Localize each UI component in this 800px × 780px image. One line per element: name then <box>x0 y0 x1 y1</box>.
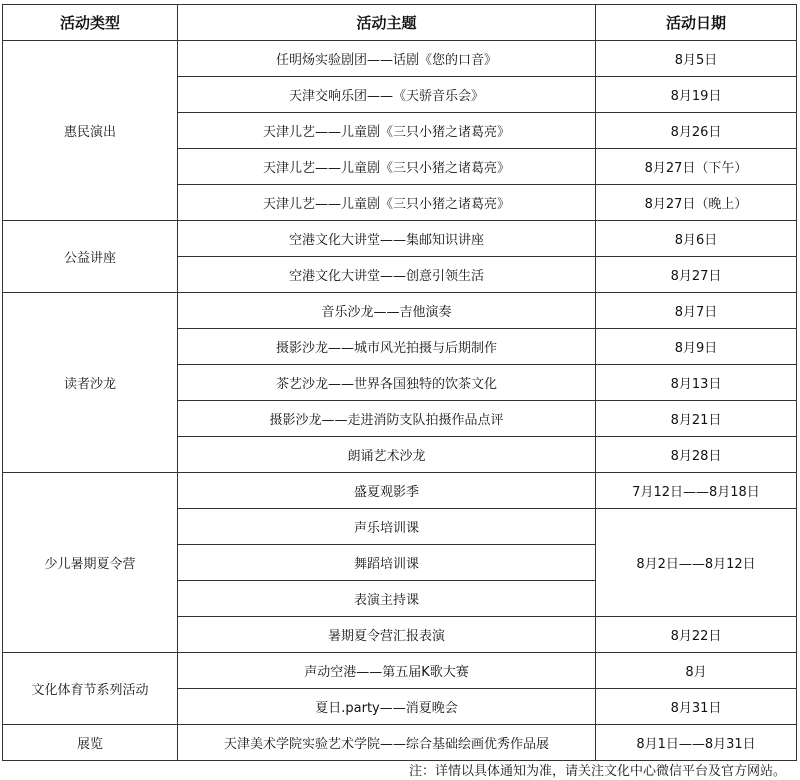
date-cell: 8月13日 <box>596 364 797 400</box>
theme-cell: 朗诵艺术沙龙 <box>178 436 596 472</box>
category-cell: 公益讲座 <box>3 220 178 292</box>
header-row <box>3 5 797 41</box>
date-cell: 8月26日 <box>596 112 797 148</box>
table-row <box>3 220 797 256</box>
date-cell: 8月21日 <box>596 400 797 436</box>
theme-cell: 舞蹈培训课 <box>178 544 596 580</box>
date-cell: 8月22日 <box>596 616 797 652</box>
category-cell: 少儿暑期夏令营 <box>3 472 178 652</box>
table-row <box>3 652 797 688</box>
date-cell: 8月 <box>596 652 797 688</box>
theme-cell: 盛夏观影季 <box>178 472 596 508</box>
theme-cell: 天津儿艺——儿童剧《三只小猪之诸葛亮》 <box>178 184 596 220</box>
theme-cell: 天津交响乐团——《天骄音乐会》 <box>178 76 596 112</box>
activity-schedule-table <box>2 4 797 761</box>
category-cell: 读者沙龙 <box>3 292 178 472</box>
category-cell: 展览 <box>3 724 178 760</box>
date-cell: 8月27日（晚上） <box>596 184 797 220</box>
theme-cell: 茶艺沙龙——世界各国独特的饮茶文化 <box>178 364 596 400</box>
header-category: 活动类型 <box>3 5 178 41</box>
theme-cell: 夏日.party——消夏晚会 <box>178 688 596 724</box>
date-cell: 8月5日 <box>596 40 797 76</box>
theme-cell: 天津美术学院实验艺术学院——综合基础绘画优秀作品展 <box>178 724 596 760</box>
category-cell: 文化体育节系列活动 <box>3 652 178 724</box>
theme-cell: 摄影沙龙——走进消防支队拍摄作品点评 <box>178 400 596 436</box>
theme-cell: 声乐培训课 <box>178 508 596 544</box>
theme-cell: 空港文化大讲堂——集邮知识讲座 <box>178 220 596 256</box>
table-row <box>3 292 797 328</box>
theme-cell: 空港文化大讲堂——创意引领生活 <box>178 256 596 292</box>
date-cell: 8月28日 <box>596 436 797 472</box>
date-cell: 8月27日（下午） <box>596 148 797 184</box>
date-cell: 8月7日 <box>596 292 797 328</box>
date-cell: 8月31日 <box>596 688 797 724</box>
date-cell: 8月6日 <box>596 220 797 256</box>
theme-cell: 暑期夏令营汇报表演 <box>178 616 596 652</box>
theme-cell: 摄影沙龙——城市风光拍摄与后期制作 <box>178 328 596 364</box>
date-cell: 8月27日 <box>596 256 797 292</box>
theme-cell: 声动空港——第五届K歌大赛 <box>178 652 596 688</box>
date-cell: 8月9日 <box>596 328 797 364</box>
theme-cell: 天津儿艺——儿童剧《三只小猪之诸葛亮》 <box>178 112 596 148</box>
category-cell: 惠民演出 <box>3 40 178 220</box>
theme-cell: 任明炀实验剧团——话剧《您的口音》 <box>178 40 596 76</box>
date-cell: 8月2日——8月12日 <box>596 508 797 616</box>
theme-cell: 天津儿艺——儿童剧《三只小猪之诸葛亮》 <box>178 148 596 184</box>
theme-cell: 表演主持课 <box>178 580 596 616</box>
date-cell: 8月19日 <box>596 76 797 112</box>
footnote: 注：详情以具体通知为准，请关注文化中心微信平台及官方网站。 <box>408 764 786 779</box>
date-cell: 7月12日——8月18日 <box>596 472 797 508</box>
theme-cell: 音乐沙龙——吉他演奏 <box>178 292 596 328</box>
table-row <box>3 472 797 508</box>
header-theme: 活动主题 <box>178 5 596 41</box>
date-cell: 8月1日——8月31日 <box>596 724 797 760</box>
header-date: 活动日期 <box>596 5 797 41</box>
table-row <box>3 724 797 760</box>
table-row <box>3 40 797 76</box>
